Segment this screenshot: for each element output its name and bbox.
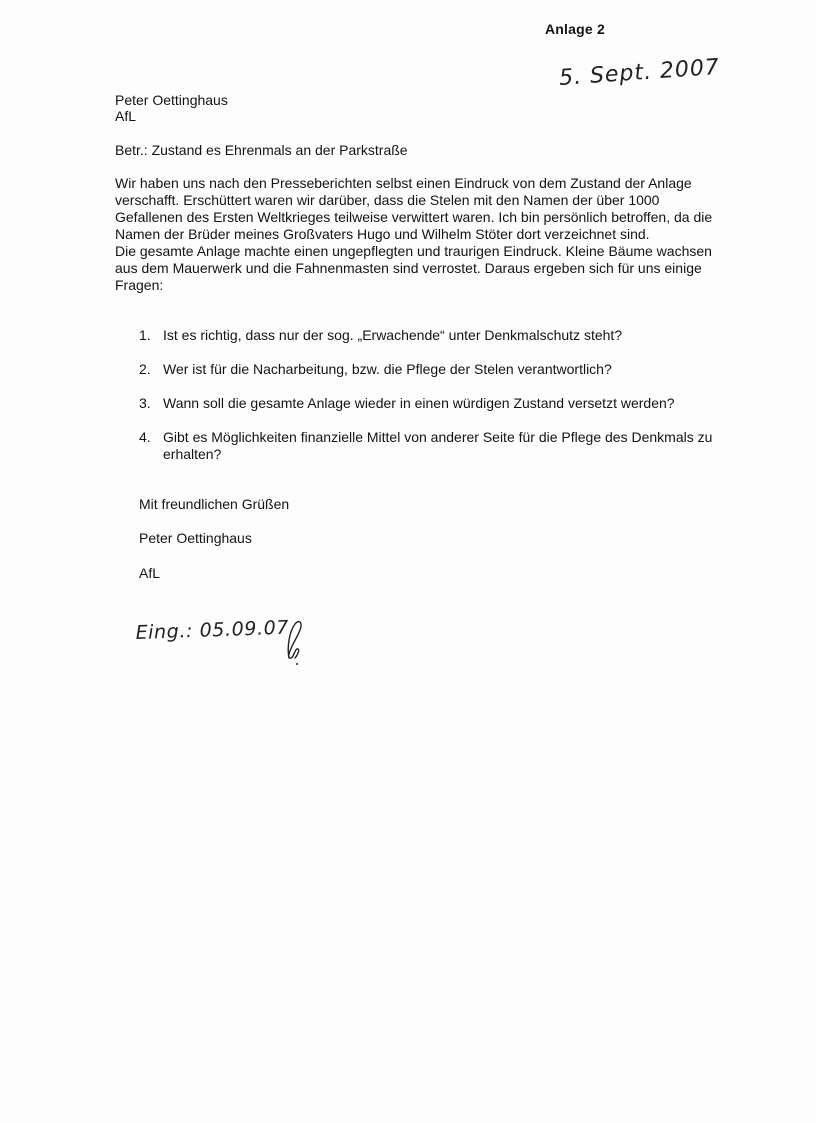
closing-name: Peter Oettinghaus — [139, 530, 252, 546]
sender-name: Peter Oettinghaus — [115, 92, 228, 108]
question-item — [139, 429, 729, 463]
question-list — [139, 327, 729, 480]
closing-greeting: Mit freundlichen Grüßen — [139, 496, 290, 512]
received-stamp-handwritten: Eing.: 05.09.07 — [135, 616, 290, 644]
subject-line: Betr.: Zustand es Ehrenmals an der Parkstraße — [115, 142, 408, 158]
handwritten-date: 5. Sept. 2007 — [558, 54, 721, 91]
question-item — [139, 395, 729, 412]
question-text: Wer ist für die Nacharbeitung, bzw. die Pflege der Stelen verantwortlich? — [163, 361, 612, 377]
sender-block — [115, 92, 228, 124]
question-number: 1. — [139, 327, 151, 343]
question-item — [139, 327, 729, 344]
body-paragraph-2: Die gesamte Anlage machte einen ungepflegten und traurigen Eindruck. Kleine Bäume wachsen aus dem Mauerwerk und die Fahnenmasten sind verrostet. Daraus ergeben sich für uns einige Fragen: — [115, 243, 712, 293]
closing-org: AfL — [139, 565, 161, 581]
question-item — [139, 361, 729, 378]
body-paragraph-1: Wir haben uns nach den Presseberichten selbst einen Eindruck von dem Zustand der Anlage verschafft. Erschüttert waren wir darüber, dass die Stelen mit den Namen der über 1000 Gefallenen des Ersten Weltkrieges teilweise verwittert waren. Ich bin persönlich betroffen, da die Namen der Brüder meines Großvaters Hugo und Wilhelm Stöter dort verzeichnet sind. — [115, 175, 713, 242]
question-number: 2. — [139, 361, 151, 377]
question-text: Wann soll die gesamte Anlage wieder in einen würdigen Zustand versetzt werden? — [163, 395, 675, 411]
question-number: 4. — [139, 429, 151, 445]
annex-label: Anlage 2 — [545, 21, 605, 37]
question-text: Ist es richtig, dass nur der sog. „Erwachende“ unter Denkmalschutz steht? — [163, 327, 623, 343]
letter-body — [115, 175, 715, 294]
handwritten-initial-signature — [283, 618, 309, 666]
sender-org: AfL — [115, 108, 137, 124]
question-number: 3. — [139, 395, 151, 411]
question-text: Gibt es Möglichkeiten finanzielle Mittel von anderer Seite für die Pflege des Denkmals zu erhalten? — [163, 429, 713, 462]
